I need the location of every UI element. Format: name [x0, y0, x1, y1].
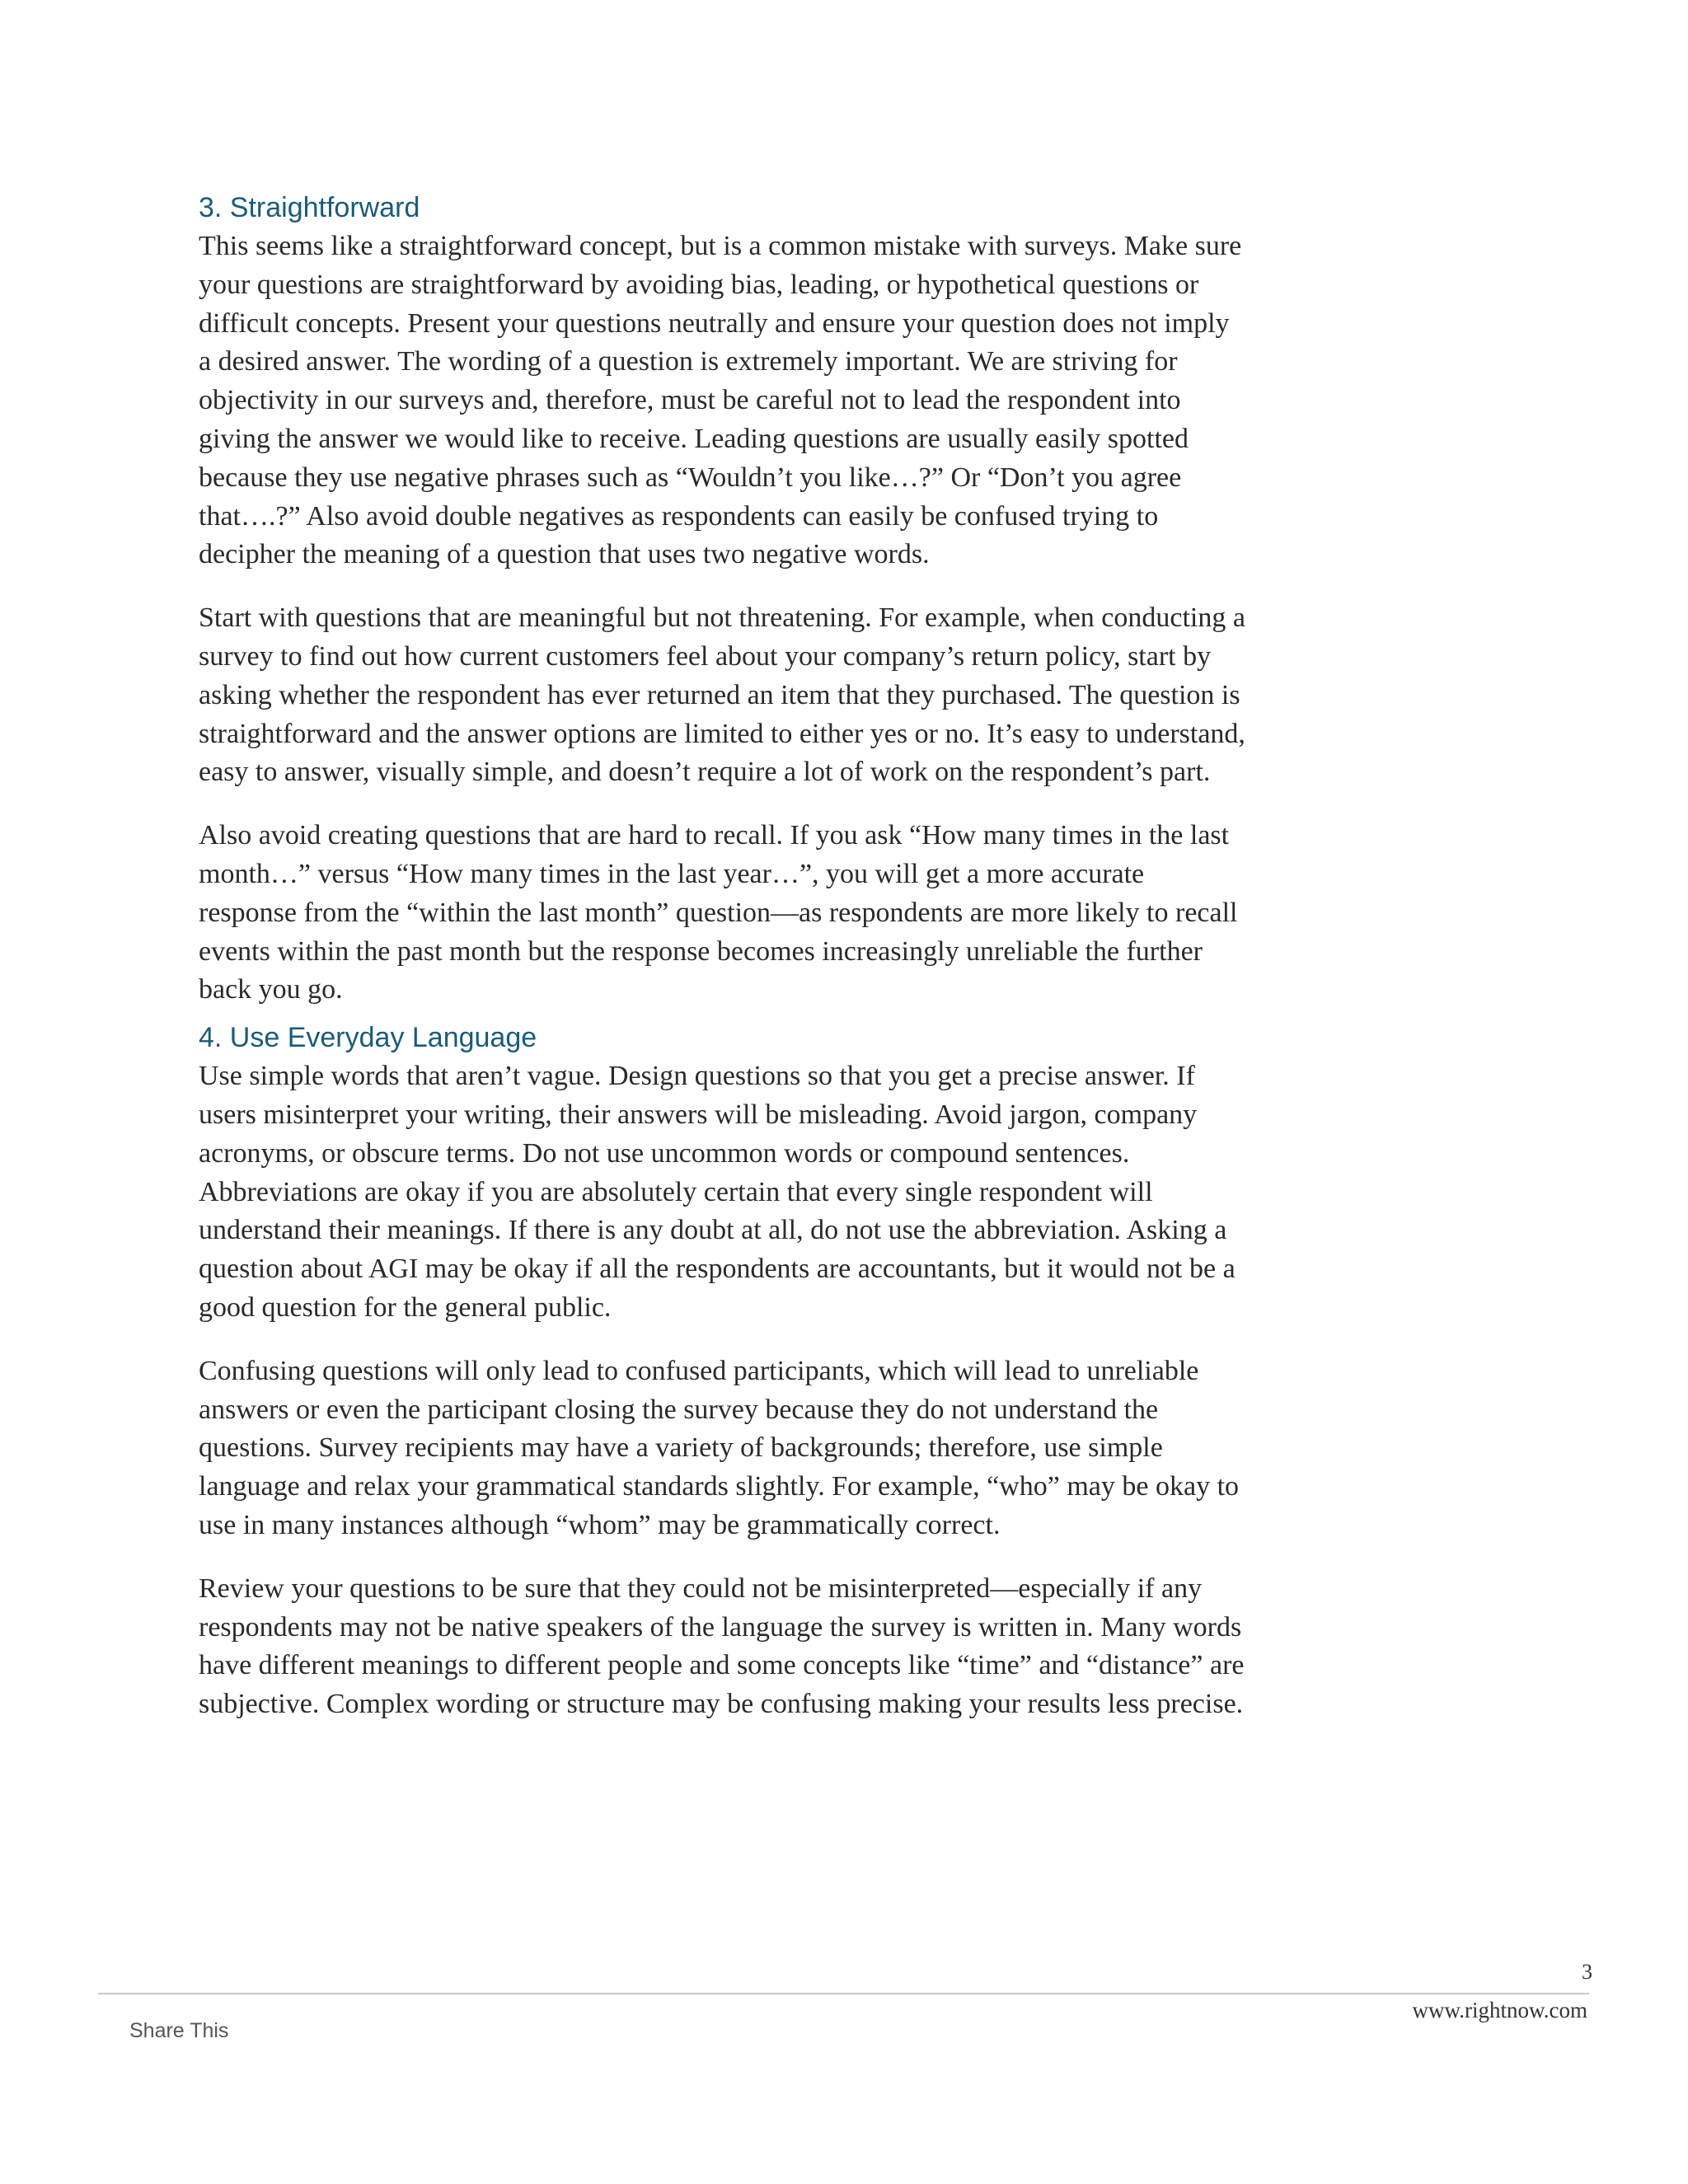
body-paragraph: Confusing questions will only lead to confused participants, which will lead to unreliable answers or even the participant closing the survey because they do not understand the questions. Survey recipients may have a variety of backgrounds; therefore, use simple language and relax your grammatical standards slightly. For example, “who” may be okay to use in many instances although “whom” may be grammatically correct.	[199, 1355, 1240, 1540]
section-heading-everyday-language: 4. Use Everyday Language	[199, 1022, 537, 1054]
section-heading-straightforward: 3. Straightforward	[199, 192, 420, 223]
page-number: 3	[1582, 1960, 1592, 1984]
body-paragraph: Start with questions that are meaningful but not threatening. For example, when conducting a survey to find out how current customers feel about your company’s return policy, start by asking whether the respondent has ever returned an item that they purchased. The question is straightforward and the answer options are limited to either yes or no. It’s easy to understand, easy to answer, visually simple, and doesn’t require a lot of work on the respondent’s part.	[199, 602, 1245, 788]
body-paragraph: This seems like a straightforward concept, but is a common mistake with surveys. Make sure your questions are straightforward by avoiding bias, leading, or hypothetical questions or difficult concepts. Present your questions neutrally and ensure your question does not imply a desired answer. The wording of a question is extremely important. We are striving for objectivity in our surveys and, therefore, must be careful not to lead the respondent into giving the answer we would like to receive. Leading questions are usually easily spotted because they use negative phrases such as “Wouldn’t you like…?” Or “Don’t you agree that….?” Also avoid double negatives as respondents can easily be confused trying to decipher the meaning of a question that uses two negative words.	[199, 231, 1242, 570]
page-content	[199, 188, 1245, 1749]
body-paragraph: Also avoid creating questions that are hard to recall. If you ask “How many times in the last month…” versus “How many times in the last year…”, you will get a more accurate response from the “within the last month” question—as respondents are more likely to recall events within the past month but the response becomes increasingly unreliable the further back you go.	[199, 820, 1238, 1005]
body-paragraph: Use simple words that aren’t vague. Design questions so that you get a precise answer. If users misinterpret your writing, their answers will be misleading. Avoid jargon, company acronyms, or obscure terms. Do not use uncommon words or compound sentences. Abbreviations are okay if you are absolutely certain that every single respondent will understand their meanings. If there is any doubt at all, do not use the abbreviation. Asking a question about AGI may be okay if all the respondents are accountants, but it would not be a good question for the general public.	[199, 1061, 1236, 1323]
share-this-link[interactable]: Share This	[129, 2019, 229, 2042]
footer-website: www.rightnow.com	[1412, 1998, 1587, 2022]
footer-divider	[98, 1993, 1589, 1994]
body-paragraph: Review your questions to be sure that they could not be misinterpreted—especially if any respondents may not be native speakers of the language the survey is written in. Many words have different meanings to different people and some concepts like “time” and “distance” are subjective. Complex wording or structure may be confusing making your results less precise.	[199, 1572, 1245, 1720]
